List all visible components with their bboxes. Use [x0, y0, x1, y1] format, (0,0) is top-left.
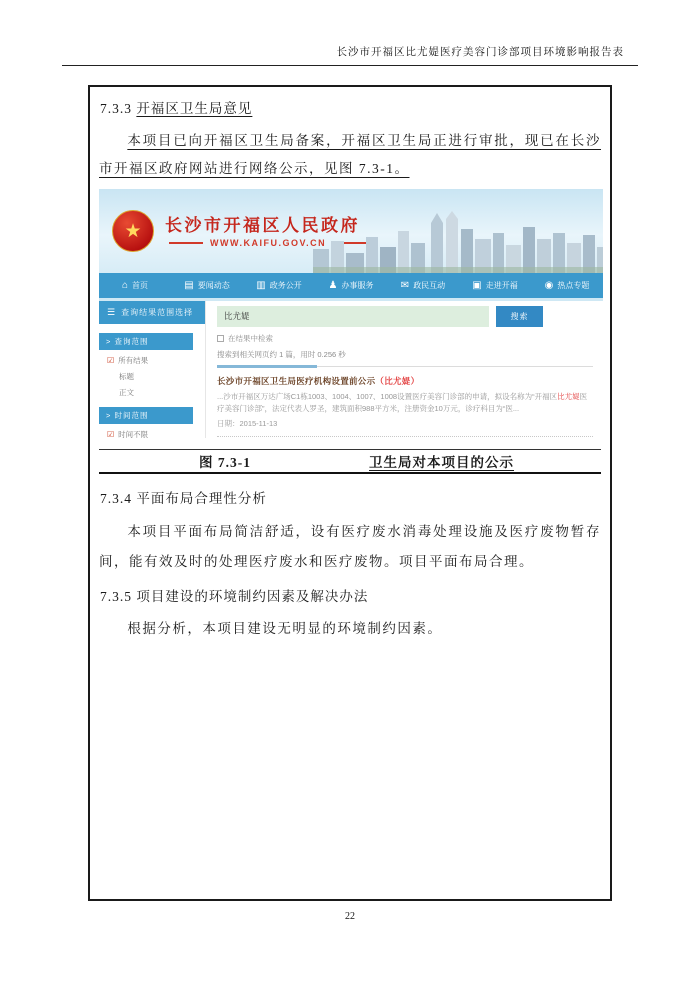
page-number: 22 [345, 911, 355, 922]
url-dash-left [169, 242, 203, 244]
sidebar-item-label: 标题 [119, 372, 134, 381]
search-button: 搜索 [496, 306, 543, 327]
site-banner [99, 189, 603, 273]
search-input: 比尤媞 [217, 306, 489, 327]
layers-icon: ☰ [107, 307, 117, 317]
section-7-3-4-title: 平面布局合理性分析 [136, 491, 267, 506]
section-7-3-5-number: 7.3.5 [100, 589, 132, 604]
paragraph-7-3-4: 本项目平面布局简洁舒适，设有医疗废水消毒处理设施及医疗废物暂存间，能有效及时的处理医疗废水和医疗废物。项目平面布局合理。 [99, 524, 601, 569]
nav-item-hot-topics [531, 280, 603, 291]
home-icon [122, 281, 128, 291]
results-divider [217, 366, 593, 367]
paragraph-7-3-5: 根据分析，本项目建设无明显的环境制约因素。 [127, 621, 443, 636]
figure-caption [99, 449, 601, 474]
report-content-box [88, 85, 612, 901]
nav-label: 政民互动 [413, 281, 446, 290]
nav-item-about-kaifu [459, 280, 531, 291]
sidebar-header [99, 301, 205, 324]
site-name: 长沙市开福区人民政府 [165, 216, 360, 235]
sidebar-item-label: 时间不限 [118, 430, 149, 439]
nav-item-news [171, 280, 243, 291]
sidebar-item-label: 正文 [119, 388, 134, 397]
news-icon [184, 281, 193, 291]
nav-item-home [99, 280, 171, 291]
service-icon [329, 281, 338, 291]
disclosure-icon [256, 281, 265, 291]
nav-label: 办事服务 [341, 281, 374, 290]
section-7-3-3-number: 7.3.3 [100, 101, 132, 116]
nav-item-interaction [387, 280, 459, 291]
checkbox-checked-icon [107, 431, 114, 439]
sidebar-item-any-time [99, 424, 205, 440]
topics-icon [545, 281, 554, 291]
government-website-screenshot [99, 189, 603, 441]
result-snippet [217, 391, 593, 414]
section-7-3-4-heading [100, 487, 601, 507]
picture-icon [472, 281, 481, 291]
snippet-text: ...沙市开福区万达广场C1栋1003、1004、1007、1008设置医疗美容门诊部的申请，拟设名称为“开福区 [217, 392, 558, 401]
result-title-highlight: （比尤媞） [375, 376, 420, 386]
site-nav-bar [99, 273, 603, 301]
section-7-3-4-number: 7.3.4 [100, 491, 132, 506]
site-body [99, 301, 603, 438]
section-7-3-5-heading [100, 585, 601, 605]
section-7-3-5-title: 项目建设的环境制约因素及解决办法 [136, 589, 369, 604]
sidebar-section-scope: > 查询范围 [99, 333, 193, 350]
search-stats: 搜索到相关网页约 1 篇，用时 0.256 秒 [217, 350, 346, 359]
site-url: WWW.KAIFU.GOV.CN [210, 238, 327, 248]
snippet-highlight: 比尤媞 [557, 392, 580, 401]
figure-caption-label: 图 7.3-1 [199, 455, 251, 470]
sidebar-item-label: 所有结果 [118, 356, 149, 365]
refine-label: 在结果中检索 [228, 334, 273, 343]
search-row [217, 306, 593, 327]
nav-label: 走进开福 [485, 281, 518, 290]
search-refine-row [217, 333, 593, 344]
snippet-text: 医疗美容门诊部”，法定代表人罗圣，建筑面积988平方米，注册资金10万元，诊疗科目为“医... [217, 392, 588, 413]
interaction-icon [401, 281, 409, 291]
section-7-3-3-heading [100, 97, 601, 117]
result-date: 日期：2015-11-13 [217, 419, 278, 428]
checkbox-checked-icon [107, 357, 114, 365]
checkbox-unchecked-icon [217, 335, 224, 342]
search-results-area [205, 301, 603, 438]
search-result-item [217, 375, 593, 429]
sidebar-header-label: 查询结果范围选择 [121, 308, 194, 317]
search-scope-sidebar [99, 301, 205, 438]
nav-item-disclosure [243, 280, 315, 291]
nav-item-services [315, 280, 387, 291]
result-title-text: 长沙市开福区卫生局医疗机构设置前公示 [217, 376, 376, 386]
result-title [217, 375, 593, 387]
paragraph-7-3-3: 本项目已向开福区卫生局备案，开福区卫生局正进行审批，现已在长沙市开福区政府网站进行网络公示，见图 7.3-1。 [99, 133, 601, 176]
sidebar-section-time: > 时间范围 [99, 407, 193, 424]
figure-caption-title: 卫生局对本项目的公示 [369, 455, 514, 470]
section-7-3-3-title: 开福区卫生局意见 [136, 101, 253, 116]
sidebar-item-title [99, 366, 205, 382]
nav-label: 首页 [132, 281, 149, 290]
active-tab-indicator [217, 365, 317, 368]
national-emblem-icon: ★ [112, 210, 154, 252]
sidebar-item-fulltext [99, 382, 205, 398]
nav-label: 热点专题 [557, 281, 590, 290]
nav-label: 政务公开 [269, 281, 302, 290]
document-header-title: 长沙市开福区比尤媞医疗美容门诊部项目环境影响报告表 [62, 44, 638, 66]
dotted-divider [217, 436, 593, 437]
nav-label: 要闻动态 [197, 281, 230, 290]
city-skyline-image [313, 209, 603, 273]
sidebar-item-all-results [99, 350, 205, 366]
